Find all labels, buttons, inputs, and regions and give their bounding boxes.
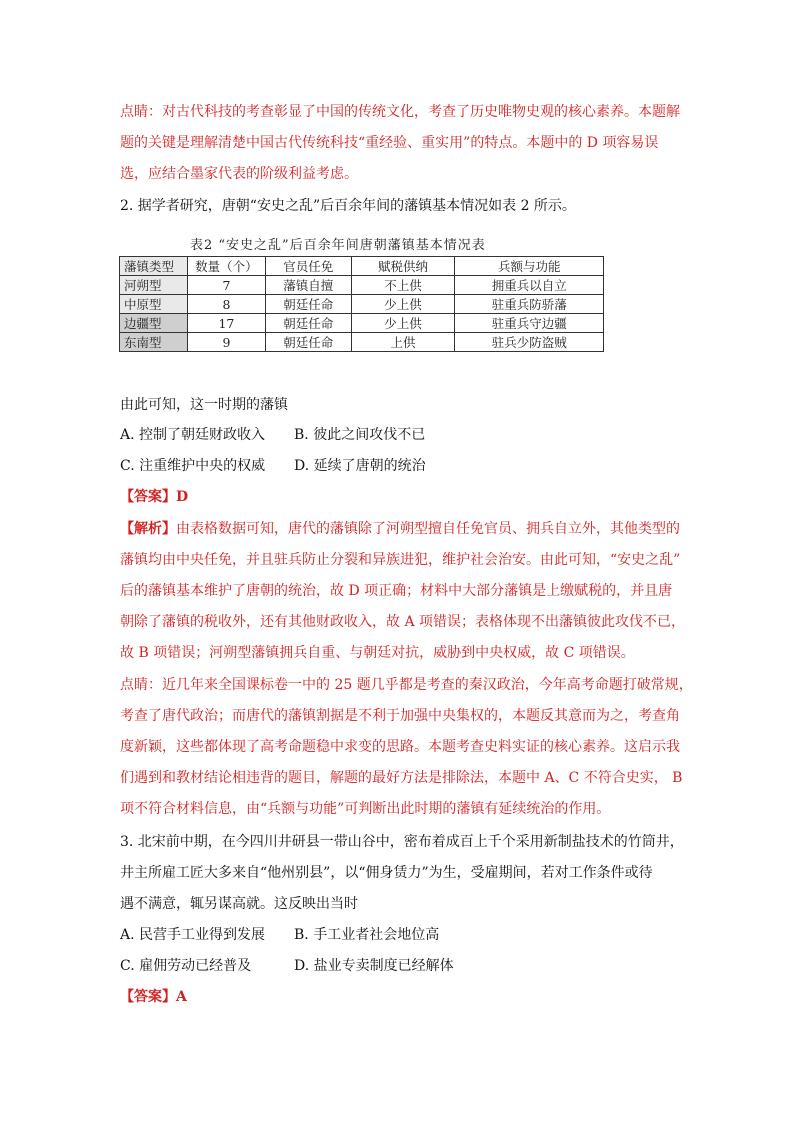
option-c: C. 注重维护中央的权威 bbox=[120, 458, 266, 474]
comment-line: 项不符合材料信息，由“兵额与功能”可判断出此时期的藩镇有延续统治的作用。 bbox=[120, 801, 611, 817]
option-c: C. 雇佣劳动已经普及 bbox=[120, 958, 252, 974]
answer-value: D bbox=[176, 489, 189, 505]
table-cell: 驻重兵防骄藩 bbox=[455, 295, 604, 314]
answer-line bbox=[120, 987, 680, 1007]
table-cell: 8 bbox=[187, 295, 265, 314]
table-cell: 藩镇自擅 bbox=[265, 276, 351, 295]
table-cell: 7 bbox=[187, 276, 265, 295]
answer-line bbox=[120, 487, 680, 507]
answer-value: A bbox=[176, 989, 187, 1005]
table-cell: 中原型 bbox=[120, 295, 188, 314]
table-cell: 东南型 bbox=[120, 333, 188, 352]
analysis-line: 【解析】由表格数据可知，唐代的藩镇除了河朔型擅自任免官员、拥兵自立外，其他类型的 bbox=[120, 521, 680, 537]
table-row bbox=[120, 333, 604, 352]
answer-label: 【答案】 bbox=[120, 989, 176, 1005]
table-header-cell: 官员任免 bbox=[265, 257, 351, 276]
table-title: 表2 “安史之乱”后百余年间唐朝藩镇基本情况表 bbox=[190, 238, 486, 253]
question-3-stem: 井主所雇工匠大多来自“他州别县”，以“佣身赁力”为生，受雇期间，若对工作条件或待 bbox=[120, 865, 653, 881]
option-d: D. 盐业专卖制度已经解体 bbox=[294, 958, 454, 974]
table-cell: 9 bbox=[187, 333, 265, 352]
option-a: A. 民营手工业得到发展 bbox=[120, 927, 266, 943]
table-header-cell: 数量（个） bbox=[187, 257, 265, 276]
comment-line: 点睛：对古代科技的考查彰显了中国的传统文化，考查了历史唯物史观的核心素养。本题解 bbox=[120, 104, 680, 120]
table-header-cell: 藩镇类型 bbox=[120, 257, 188, 276]
table-cell: 朝廷任命 bbox=[265, 295, 351, 314]
comment-line: 点睛：近几年来全国课标卷一中的 25 题几乎都是考查的秦汉政治，今年高考命题打破常规， bbox=[120, 677, 693, 693]
table-cell: 上供 bbox=[351, 333, 455, 352]
table-header-cell: 兵额与功能 bbox=[455, 257, 604, 276]
table-header-row bbox=[120, 257, 604, 276]
comment-line: 题的关键是理解清楚中国古代传统科技“重经验、重实用”的特点。本题中的 D 项容易误 bbox=[120, 135, 659, 151]
table-row bbox=[120, 314, 604, 333]
answer-label: 【答案】 bbox=[120, 489, 176, 505]
table-cell: 河朔型 bbox=[120, 276, 188, 295]
table-header-cell: 赋税供纳 bbox=[351, 257, 455, 276]
table-cell: 17 bbox=[187, 314, 265, 333]
option-a: A. 控制了朝廷财政收入 bbox=[120, 427, 266, 443]
question-3-stem: 3. 北宋前中期，在今四川井研县一带山谷中，密布着成百上千个采用新制盐技术的竹筒井， bbox=[120, 834, 684, 850]
table-row bbox=[120, 295, 604, 314]
comment-line: 度新颖，这些都体现了高考命题稳中求变的思路。本题考查史料实证的核心素养。这启示我 bbox=[120, 739, 680, 755]
option-b: B. 彼此之间攻伐不已 bbox=[294, 427, 426, 443]
analysis-line: 后的藩镇基本维护了唐朝的统治，故 D 项正确；材料中大部分藩镇是上缴赋税的，并且唐 bbox=[120, 583, 673, 599]
table-cell: 驻重兵守边疆 bbox=[455, 314, 604, 333]
table-cell: 朝廷任命 bbox=[265, 333, 351, 352]
table-cell: 不上供 bbox=[351, 276, 455, 295]
history-table bbox=[119, 256, 604, 352]
analysis-label: 【解析】 bbox=[120, 521, 176, 537]
option-b: B. 手工业者社会地位高 bbox=[294, 927, 440, 943]
table-cell: 少上供 bbox=[351, 295, 455, 314]
table-cell: 拥重兵以自立 bbox=[455, 276, 604, 295]
table-row bbox=[120, 276, 604, 295]
question-3-stem: 遇不满意，辄另谋高就。这反映出当时 bbox=[120, 896, 358, 912]
table-cell: 驻兵少防盗贼 bbox=[455, 333, 604, 352]
table-cell: 边疆型 bbox=[120, 314, 188, 333]
comment-line: 们遇到和教材结论相违背的题目，解题的最好方法是排除法，本题中 A、C 不符合史实， B bbox=[120, 770, 683, 786]
option-d: D. 延续了唐朝的统治 bbox=[294, 458, 426, 474]
table-cell: 少上供 bbox=[351, 314, 455, 333]
table-cell: 朝廷任命 bbox=[265, 314, 351, 333]
analysis-line: 朝除了藩镇的税收外，还有其他财政收入，故 A 项错误；表格体现不出藩镇彼此攻伐不已， bbox=[120, 614, 686, 630]
analysis-line: 藩镇均由中央任免，并且驻兵防止分裂和异族进犯，维护社会治安。由此可知，“安史之乱” bbox=[120, 552, 681, 568]
comment-line: 选，应结合墨家代表的阶级利益考虑。 bbox=[120, 166, 358, 182]
comment-line: 考查了唐代政治；而唐代的藩镇割据是不利于加强中央集权的，本题反其意而为之，考查角 bbox=[120, 708, 680, 724]
analysis-line: 故 B 项错误；河朔型藩镇拥兵自重、与朝廷对抗，威胁到中央权威，故 C 项错误。 bbox=[120, 645, 635, 661]
question-2-prompt: 由此可知，这一时期的藩镇 bbox=[120, 397, 288, 413]
question-2-stem: 2. 据学者研究，唐朝“安史之乱”后百余年间的藩镇基本情况如表 2 所示。 bbox=[120, 198, 576, 214]
